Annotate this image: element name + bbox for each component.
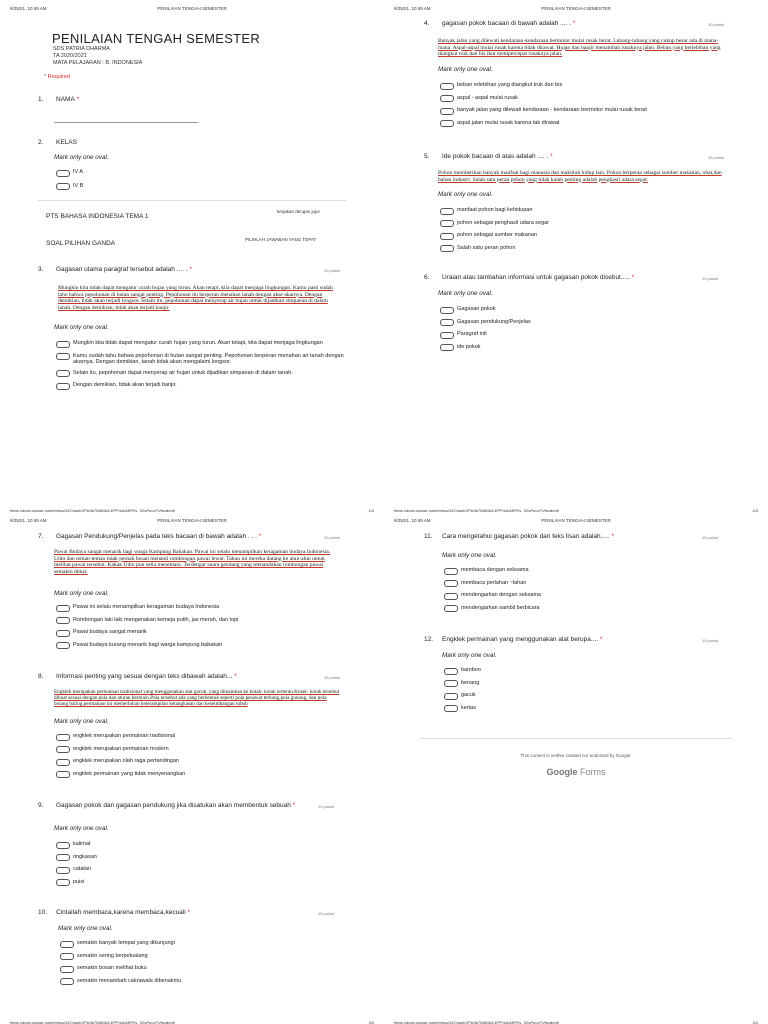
header-datetime: 9/25/21, 10:49 AM: [394, 518, 431, 523]
question-8: [38, 673, 318, 680]
points-label: 10 points: [708, 155, 725, 160]
option-c[interactable]: pohon sebagai sumber makanan: [440, 232, 740, 240]
option-b[interactable]: benang: [444, 680, 744, 688]
points-label: 10 points: [324, 675, 341, 680]
radio-oval[interactable]: [440, 332, 454, 339]
question-7: [38, 533, 318, 540]
option-b[interactable]: aspal - aspal mulai rusak: [440, 95, 740, 103]
option-d[interactable]: Salah satu peran pohon: [440, 245, 740, 253]
radio-oval[interactable]: [444, 568, 458, 575]
option-list: [56, 841, 356, 886]
points-label: 10 points: [702, 276, 719, 281]
footer-page: 2/4: [752, 508, 758, 512]
option-c[interactable]: engklek merupakan olah raga pertandingan: [56, 758, 356, 766]
option-b[interactable]: pohon sebagai penghasil udara segar: [440, 220, 740, 228]
section-divider: [38, 200, 346, 201]
points-label: 10 points: [702, 638, 719, 643]
section-note-jujur: kerjakan dengan jujur: [277, 209, 321, 214]
question-label: Gagasan utama paragraf tersebut adalah .... .: [56, 266, 188, 273]
radio-oval[interactable]: [56, 759, 70, 766]
mark-only-one: Mark only one oval.: [54, 154, 109, 161]
radio-oval[interactable]: [56, 734, 70, 741]
question-number: 8.: [38, 673, 44, 680]
radio-oval[interactable]: [440, 344, 454, 351]
option-iv-b[interactable]: IV B: [56, 183, 83, 191]
page-1: [0, 0, 384, 512]
form-title: PENILAIAN TENGAH SEMESTER: [52, 31, 261, 46]
points-label: 10 points: [708, 22, 725, 27]
radio-oval[interactable]: [440, 208, 454, 215]
required-star: *: [550, 153, 553, 160]
option-b[interactable]: Gagasan pendukung/Penjelas: [440, 319, 740, 327]
option-b[interactable]: membaca perlahan ~lahan: [444, 580, 744, 588]
radio-oval[interactable]: [440, 108, 454, 115]
option-list: [444, 567, 744, 612]
subject-name: MATA PELAJARAN : B. INDONESIA: [53, 60, 143, 66]
question-label: Gagasan pokok dan gagasan pendukung jika disatukan akan membentuk sebuah: [56, 802, 291, 809]
footer-page: 1/4: [368, 508, 374, 512]
option-b[interactable]: engklek merupakan permainan modern: [56, 746, 356, 754]
page-3: [0, 512, 384, 1024]
option-d[interactable]: Pawai budaya kurang menarik bagi warga kampung babakan: [56, 642, 356, 650]
google-forms-logo: [384, 767, 768, 777]
question-2: [38, 139, 338, 146]
end-divider: [420, 738, 732, 739]
question-label: Engklek permainan yang menggunakan alat berupa....: [442, 636, 599, 643]
required-star: *: [611, 533, 615, 540]
question-4: [424, 20, 694, 27]
question-3: [38, 266, 308, 273]
reading-passage: Mungkin kita tidak dapat mengatur curah hujan yang turun. Akan tetapi, kita dapat menjaga lingkungan. Kamu pasti sudah tahu bahwa pepohonan di hutan sangat penting. Pepohonan itu berperan menahan tanah dengan akar-akarnya. Dengan demikian, tidak akan terjadi longsor. Selain itu, pepohonan dapat menyerap air hujan untuk dijadikan simpanan di dalam tanah. Dengan demikian, tidak akan terjadi banjir.: [58, 285, 333, 311]
option-d[interactable]: semakin menambah cakrawala dibenakmu: [60, 978, 360, 986]
question-label: Uraian atau tambahan informasi untuk gagasan pokok disebut.....: [442, 274, 630, 281]
points-label: 10 points: [702, 535, 719, 540]
option-iv-a[interactable]: IV A: [56, 169, 83, 177]
radio-oval[interactable]: [444, 680, 458, 687]
option-a[interactable]: manfaat pohon bagi kehidupan: [440, 207, 740, 215]
mark-only-one: Mark only one oval.: [442, 552, 497, 559]
question-label: KELAS: [56, 139, 77, 146]
points-label: 10 points: [324, 535, 341, 540]
required-note: * Required: [44, 74, 70, 80]
radio-oval[interactable]: [60, 953, 74, 960]
question-label: NAMA: [56, 96, 75, 103]
footer-url: https://docs.google.com/forms/d/1CespkVPw4b7M6NiULEPP4ovAEPhv_X2sPuovYVbcgledit: [394, 508, 559, 512]
question-9: [38, 802, 300, 809]
question-number: 5.: [424, 153, 430, 160]
school-name: SDS PATRIA DHARMA: [53, 46, 110, 52]
question-11: [424, 533, 694, 540]
radio-oval[interactable]: [440, 83, 454, 90]
reading-passage: Engklek merupakan permainan tradisional yang menggunakan alat gacuk, yang dimainkan ke kotak- kotak tertentu.Kotak- kotak tersebut dibuat sesuai dengan pola dan aturan bermain.Pola tersebut ada yang berbentuk seperti pola pesawat terbang,pola gunung, dan pola bolang baling.permainan ini memerlukan keterampilan ketangkasan dan keseimbangan tubuh: [54, 689, 340, 708]
mark-only-one: Mark only one oval.: [54, 718, 109, 725]
question-label: Gagasan Pendukung/Penjelas pada teks bacaan di bawah adalah . . .: [56, 533, 257, 540]
points-label: 10 points: [324, 268, 341, 273]
logo-google: Google: [546, 767, 578, 777]
footer-page: 3/4: [368, 1020, 374, 1024]
radio-oval[interactable]: [440, 245, 454, 252]
reading-passage: Pawai Budaya sangat menarik bagi warga Kampung Babakan. Pawai ini selalu menampilkan keragaman budaya Indonesia. Udin dan teman-teman tidak pernah bosan menanti rombongan pawai lewat. Tahun ini mereka datang ke alun-alun untuk melihat pawai tersebut. Kakak Udin pun setia menemani. Terdengar suara gendang yang menandakan rombongan pawai semakin dekat.: [54, 549, 331, 575]
option-b[interactable]: ringkasan: [56, 854, 356, 862]
mark-only-one: Mark only one oval.: [58, 925, 113, 932]
question-number: 3.: [38, 266, 44, 273]
radio-oval[interactable]: [56, 746, 70, 753]
mark-only-one: Mark only one oval.: [54, 324, 109, 331]
required-star: *: [187, 909, 191, 916]
reading-passage: Pohon memberikan banyak manfaat bagi manusia dan makhluk hidup lain. Pohon berperan sebagai sumber makanan, obat,dan bahan industri. Salah satu peran pohon yang tidak kalah penting adalah penghasil udara segar.: [438, 170, 722, 183]
radio-oval[interactable]: [440, 95, 454, 102]
radio-oval[interactable]: [56, 170, 70, 177]
points-label: 10 points: [318, 911, 335, 916]
mark-only-one: Mark only one oval.: [54, 590, 109, 597]
radio-oval[interactable]: [60, 978, 74, 985]
option-a[interactable]: Pawai ini selalu menampilkan keragaman budaya Indonesia: [56, 604, 356, 612]
footer-url: https://docs.google.com/forms/d/1CespkVPw4b7M6NiULEPP4ovAEPhv_X2sPuovYVbcgledit: [394, 1020, 559, 1024]
radio-oval[interactable]: [56, 630, 70, 637]
mark-only-one: Mark only one oval.: [438, 290, 493, 297]
radio-oval[interactable]: [60, 941, 74, 948]
option-a[interactable]: Gagasan pokok: [440, 306, 740, 314]
question-6: [424, 274, 704, 281]
option-c[interactable]: mendengarkan dengan seksama: [444, 592, 744, 600]
radio-oval[interactable]: [56, 854, 70, 861]
option-a[interactable]: kalimat: [56, 841, 356, 849]
header-datetime: 9/25/21, 10:49 AM: [10, 6, 47, 11]
header-title: PENILAIAN TENGAH SEMESTER: [541, 6, 611, 11]
radio-oval[interactable]: [56, 879, 70, 886]
option-c[interactable]: gacuk: [444, 692, 744, 700]
header-title: PENILAIAN TENGAH SEMESTER: [157, 518, 227, 523]
question-label: Cintailah membaca,karena membaca,kecuali: [56, 909, 186, 916]
radio-oval[interactable]: [56, 771, 70, 778]
radio-oval[interactable]: [440, 220, 454, 227]
name-input[interactable]: [54, 116, 198, 123]
option-list: [440, 207, 740, 252]
option-list: [440, 306, 740, 351]
required-star: *: [234, 673, 237, 680]
footer-page: 4/4: [752, 1020, 758, 1024]
required-star: *: [258, 533, 262, 540]
section-note-pilihlah: PILIHLAH JAWABAN YANG TEPAT: [245, 237, 317, 242]
footer-url: https://docs.google.com/forms/d/1CespkVPw4b7M6NiULEPP4ovAEPhv_X2sPuovYVbcgledit: [10, 508, 175, 512]
section-title-pts: PTS BAHASA INDONESIA TEMA 1: [46, 213, 149, 220]
option-b[interactable]: semakin sering berpetualang: [60, 953, 360, 961]
option-list: [56, 604, 356, 649]
radio-oval[interactable]: [56, 370, 70, 377]
option-b[interactable]: Kamu sudah tahu bahwa pepohonan di hutan sangat penting. Pepohonan berperan menahan air tanah dengan akarnya. Dengan demikian, tanah tidak akan mengalami longsor.: [56, 353, 346, 365]
form-meta: [53, 46, 142, 67]
question-number: 9.: [38, 802, 44, 809]
option-d[interactable]: ide pokok: [440, 344, 740, 352]
mark-only-one: Mark only one oval.: [438, 66, 493, 73]
section-title-soal: SOAL PILIHAN GANDA: [46, 240, 116, 247]
required-star: *: [76, 96, 80, 103]
required-star: *: [292, 802, 296, 809]
question-number: 2.: [38, 139, 44, 146]
question-label: gagasan pokok bacaan di bawah adalah .... .: [442, 20, 572, 27]
logo-forms: Forms: [580, 767, 606, 777]
option-c[interactable]: semakin bosan melihat buku: [60, 965, 360, 973]
question-number: 10.: [38, 909, 48, 916]
points-label: 10 points: [318, 804, 335, 809]
footer-url: https://docs.google.com/forms/d/1CespkVPw4b7M6NiULEPP4ovAEPhv_X2sPuovYVbcgledit: [10, 1020, 175, 1024]
option-a[interactable]: engklek merupakan permainan tradisional: [56, 733, 356, 741]
radio-oval[interactable]: [444, 580, 458, 587]
question-number: 4.: [424, 20, 430, 27]
option-a[interactable]: beban erlebihan yang diangkut truk dan bis: [440, 82, 740, 90]
question-1: [38, 96, 338, 103]
option-a[interactable]: Mungkin kita tidak dapat mengatur curah hujan yang turun. Akan tetapi, kita dapat menjaga lingkungan: [56, 340, 346, 348]
header-title: PENILAIAN TENGAH SEMESTER: [541, 518, 611, 523]
page-2: [384, 0, 768, 512]
option-d[interactable]: puisi: [56, 879, 356, 887]
question-label: Ide pokok bacaan di atas adalah .... .: [442, 153, 549, 160]
radio-oval[interactable]: [440, 120, 454, 127]
radio-oval[interactable]: [56, 842, 70, 849]
option-d[interactable]: kertas: [444, 705, 744, 713]
radio-oval[interactable]: [56, 183, 70, 190]
required-star: *: [189, 266, 192, 273]
option-a[interactable]: membaca dengan seksama: [444, 567, 744, 575]
radio-oval[interactable]: [56, 353, 70, 360]
radio-oval[interactable]: [56, 617, 70, 624]
question-number: 1.: [38, 96, 44, 103]
option-a[interactable]: semakin banyak tempat yang dikunjungi: [60, 940, 360, 948]
school-year: TA 2020/2021: [53, 53, 87, 59]
question-number: 7.: [38, 533, 44, 540]
question-5: [424, 153, 694, 160]
option-d[interactable]: mendengarkan sambil berbicara: [444, 605, 744, 613]
header-datetime: 9/25/21, 10:49 AM: [10, 518, 47, 523]
radio-oval[interactable]: [444, 605, 458, 612]
option-list: [440, 82, 740, 127]
radio-oval[interactable]: [440, 233, 454, 240]
option-c[interactable]: catatan: [56, 866, 356, 874]
radio-oval[interactable]: [56, 642, 70, 649]
google-disclaimer: This content is neither created nor endorsed by Google.: [520, 753, 632, 758]
option-c[interactable]: Paragraf inti: [440, 331, 740, 339]
option-list: [56, 169, 83, 190]
question-number: 12.: [424, 636, 434, 643]
option-list: [444, 667, 744, 712]
radio-oval[interactable]: [440, 319, 454, 326]
radio-oval[interactable]: [444, 668, 458, 675]
header-title: PENILAIAN TENGAH SEMESTER: [157, 6, 227, 11]
question-number: 6.: [424, 274, 430, 281]
radio-oval[interactable]: [56, 383, 70, 390]
option-a[interactable]: bamboo: [444, 667, 744, 675]
question-12: [424, 636, 694, 643]
option-b[interactable]: Rombongan laki laki mengenakan kemeja putih, jas merah, dan topi: [56, 617, 356, 625]
mark-only-one: Mark only one oval.: [438, 191, 493, 198]
option-d[interactable]: Dengan demikian, tidak akan terjadi banjir.: [56, 382, 346, 390]
radio-oval[interactable]: [56, 867, 70, 874]
question-label: Cara mengetahui gagasan pokok dari teks lisan adalah.....: [442, 533, 610, 540]
radio-oval[interactable]: [444, 705, 458, 712]
option-list: [56, 733, 356, 778]
page-4: [384, 512, 768, 1024]
question-label: Informasi penting yang sesuai dengan teks dibawah adalah...: [56, 673, 233, 680]
mark-only-one: Mark only one oval.: [54, 825, 109, 832]
radio-oval[interactable]: [56, 605, 70, 612]
option-d[interactable]: engklek permainan yang tidak menyenangkan: [56, 771, 356, 779]
option-d[interactable]: aspal jalan mulai rusak karena tak dirawat: [440, 120, 740, 128]
required-star: *: [599, 636, 603, 643]
radio-oval[interactable]: [444, 593, 458, 600]
option-c[interactable]: Selain itu, pepohonan dapat menyerap air hujan untuk dijadikan simpanan di dalam tanah.: [56, 370, 346, 378]
header-datetime: 9/25/21, 10:49 AM: [394, 6, 431, 11]
required-star: *: [572, 20, 576, 27]
mark-only-one: Mark only one oval.: [442, 652, 497, 659]
radio-oval[interactable]: [56, 341, 70, 348]
option-list: [56, 340, 346, 390]
reading-passage: Banyak jalan yang dilewati kendaraan-kendaraan bermotor mulai rusak berat. Lubang-lubang yang cukup besar ada di mana-mana. Aspal-aspal mulai rusak karena tidak dirawat. Hujan dan banjir menambah rusaknya jalan. Beban yang berlebihan yang diangkut truk dan bis ikut mempercepat rusaknya jalan.: [438, 38, 721, 58]
option-c[interactable]: Pawai budaya sangat menarik: [56, 629, 356, 637]
radio-oval[interactable]: [444, 693, 458, 700]
question-10: [38, 909, 308, 916]
radio-oval[interactable]: [440, 307, 454, 314]
option-list: [60, 940, 360, 985]
option-c[interactable]: banyak jalan yang dilewati kendaraan - kendaraan bermotor mulai rusak berat: [440, 107, 740, 115]
required-star: *: [631, 274, 635, 281]
radio-oval[interactable]: [60, 966, 74, 973]
question-number: 11.: [424, 533, 433, 540]
